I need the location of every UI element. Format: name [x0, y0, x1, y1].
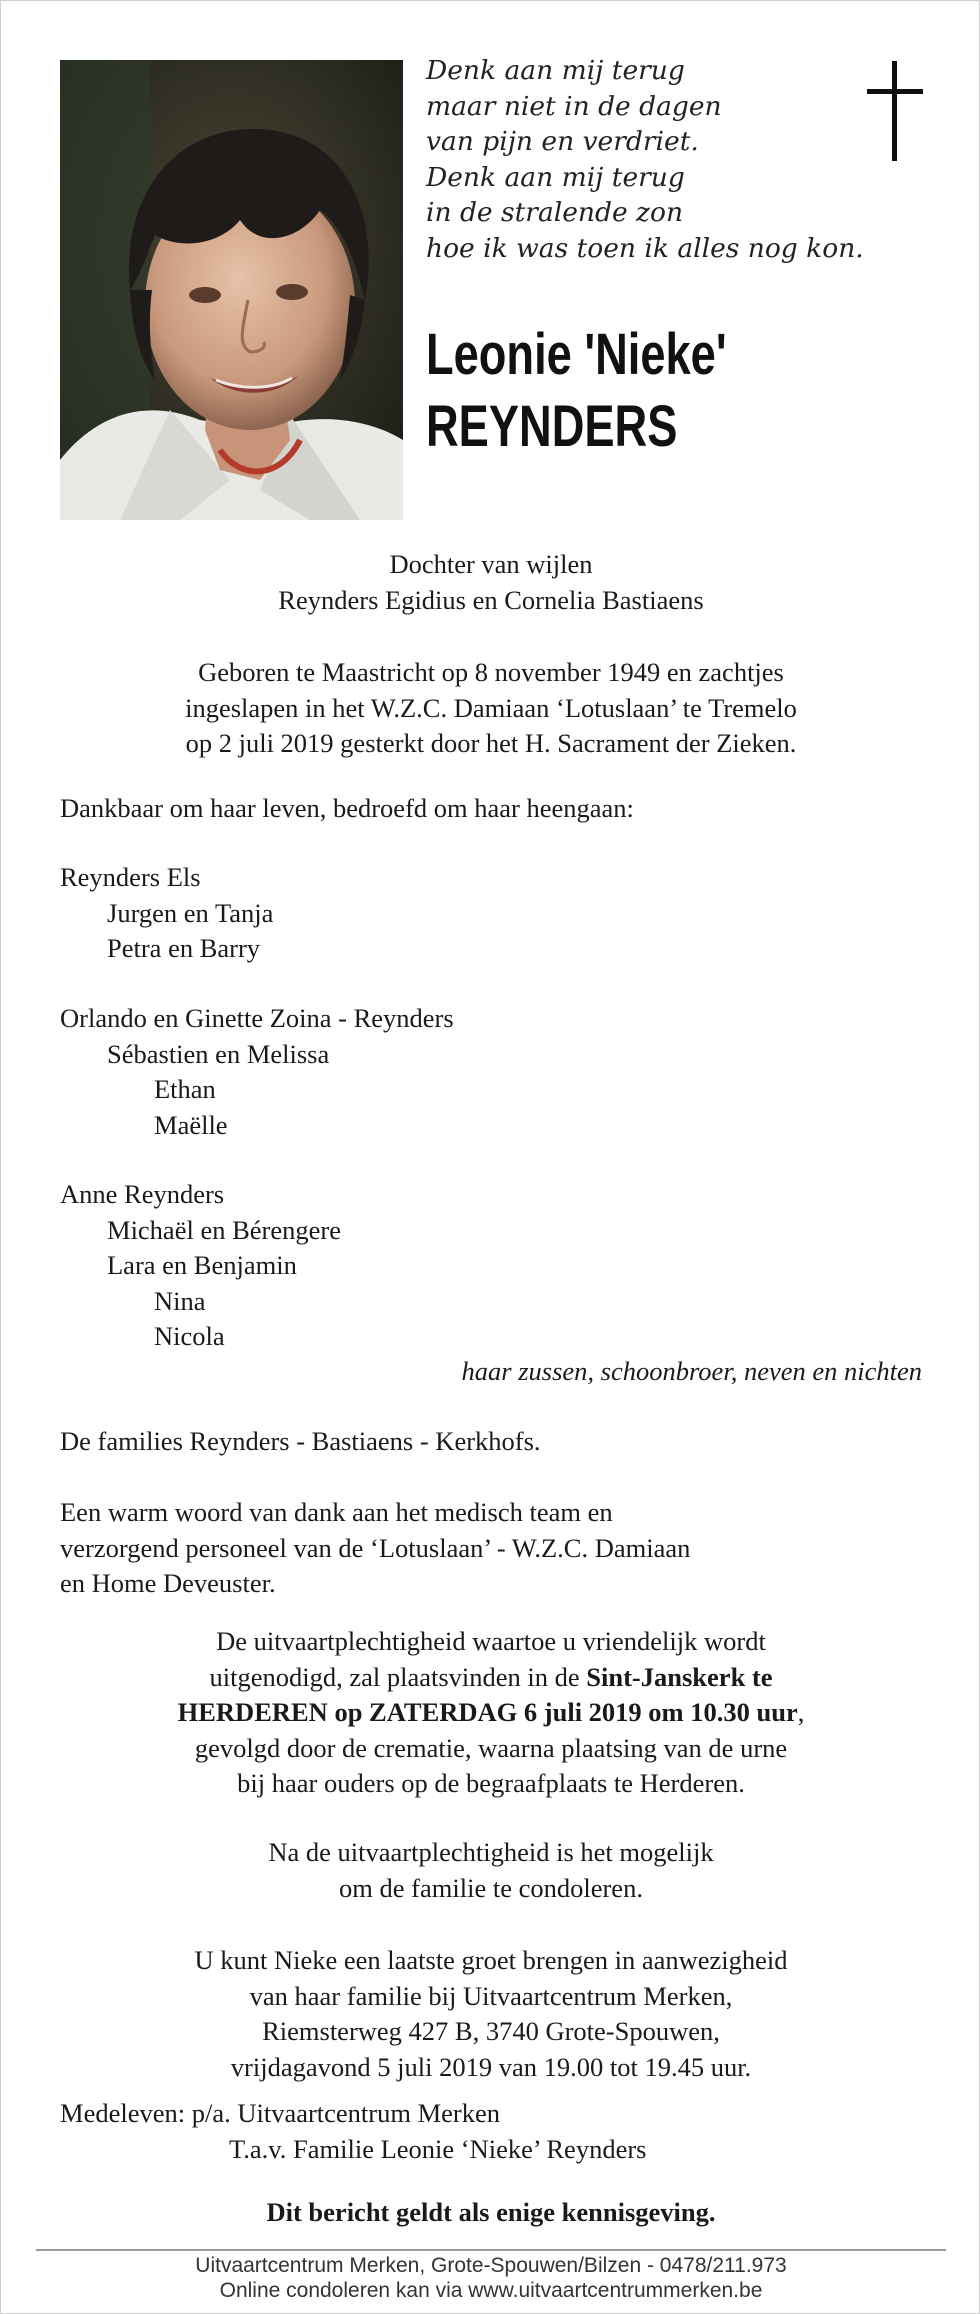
sympathy-line: T.a.v. Familie Leonie ‘Nieke’ Reynders — [229, 2133, 647, 2164]
family-group-2 — [60, 1001, 922, 1143]
portrait-photo — [60, 60, 403, 520]
portrait-illustration — [60, 60, 403, 520]
poem — [426, 53, 866, 266]
funeral-line — [60, 1660, 922, 1696]
birth-line: op 2 juli 2019 gesterkt door het H. Sacrament der Zieken. — [185, 728, 797, 758]
poem-line: in de stralende zon — [426, 197, 684, 228]
funeral-date: HERDEREN op ZATERDAG 6 juli 2019 om 10.30 uur — [177, 1697, 798, 1727]
first-name: Leonie 'Nieke' — [426, 322, 727, 387]
family-member: Sébastien en Melissa — [107, 1038, 330, 1069]
family-head: Reynders Els — [60, 862, 201, 892]
family-member: Petra en Barry — [107, 933, 261, 963]
family-group-1 — [60, 860, 922, 967]
funeral-text: , — [797, 1697, 805, 1727]
birth-block — [60, 655, 922, 762]
condole-line: Na de uitvaartplechtigheid is het mogelijk — [268, 1837, 714, 1867]
parents-line: Reynders Egidius en Cornelia Bastiaens — [278, 584, 704, 615]
notice-line: Dit bericht geldt als enige kennisgeving. — [266, 2197, 716, 2227]
family-group-3 — [60, 1177, 922, 1355]
visit-line: vrijdagavond 5 juli 2019 van 19.00 tot 19.45 uur. — [230, 2051, 752, 2082]
thanks-line: en Home Deveuster. — [60, 1568, 276, 1598]
relation-line: haar zussen, schoonbroer, neven en nichten — [461, 1356, 922, 1386]
family-member: Jurgen en Tanja — [107, 897, 274, 928]
families-line: De families Reynders - Bastiaens - Kerkhofs. — [60, 1426, 541, 1456]
family-member: Nina — [154, 1285, 206, 1316]
visit-line: van haar familie bij Uitvaartcentrum Merken, — [249, 1980, 733, 2011]
visit-block — [60, 1943, 922, 2085]
funeral-text: uitgenodigd, zal plaatsvinden in de — [209, 1661, 587, 1692]
funeral-line — [60, 1695, 922, 1731]
thanks-line: verzorgend personeel van de ‘Lotuslaan’ - W.Z.C. Damiaan — [60, 1532, 691, 1563]
visit-line: U kunt Nieke een laatste groet brengen in aanwezigheid — [194, 1945, 788, 1975]
footer — [1, 2253, 980, 2303]
funeral-block — [60, 1624, 922, 1802]
family-member: Maëlle — [154, 1109, 228, 1140]
parents-line: Dochter van wijlen — [389, 549, 593, 579]
poem-line: Denk aan mij terug — [426, 161, 685, 193]
footer-divider — [36, 2249, 946, 2251]
condole-line: om de familie te condoleren. — [339, 1872, 643, 1903]
parents-block — [60, 547, 922, 618]
family-head: Anne Reynders — [60, 1179, 225, 1209]
poem-line: van pijn en verdriet. — [426, 126, 699, 157]
funeral-line: De uitvaartplechtigheid waartoe u vriendelijk wordt — [216, 1626, 766, 1656]
birth-line: Geboren te Maastricht op 8 november 1949 en zachtjes — [198, 657, 784, 687]
last-name: REYNDERS — [426, 394, 678, 459]
sympathy-block — [60, 2096, 922, 2167]
deceased-name — [426, 319, 727, 463]
poem-line: Denk aan mij terug — [426, 55, 685, 86]
poem-line: hoe ik was toen ik alles nog kon. — [426, 232, 864, 264]
family-member: Lara en Benjamin — [107, 1250, 297, 1280]
sympathy-line: Medeleven: p/a. Uitvaartcentrum Merken — [60, 2098, 501, 2128]
funeral-line: bij haar ouders op de begraafplaats te Herderen. — [237, 1768, 745, 1798]
family-head: Orlando en Ginette Zoina - Reynders — [60, 1003, 454, 1033]
funeral-line: gevolgd door de crematie, waarna plaatsing van de urne — [194, 1732, 788, 1763]
birth-line: ingeslapen in het W.Z.C. Damiaan ‘Lotuslaan’ te Tremelo — [185, 692, 797, 723]
thanks-block — [60, 1495, 922, 1602]
footer-line: Uitvaartcentrum Merken, Grote-Spouwen/Bilzen - 0478/211.973 — [195, 2254, 787, 2277]
funeral-church: Sint-Janskerk te — [586, 1661, 773, 1692]
family-member: Ethan — [154, 1074, 216, 1104]
family-member: Michaël en Bérengere — [107, 1214, 341, 1245]
footer-line: Online condoleren kan via www.uitvaartcentrummerken.be — [219, 2279, 763, 2302]
thanks-line: Een warm woord van dank aan het medisch team en — [60, 1497, 613, 1527]
intro-line: Dankbaar om haar leven, bedroefd om haar heengaan: — [60, 793, 634, 823]
condole-block — [60, 1835, 922, 1906]
cross-icon — [867, 61, 923, 161]
family-member: Nicola — [154, 1321, 225, 1351]
visit-line: Riemsterweg 427 B, 3740 Grote-Spouwen, — [262, 2016, 720, 2046]
poem-line: maar niet in de dagen — [426, 90, 722, 122]
